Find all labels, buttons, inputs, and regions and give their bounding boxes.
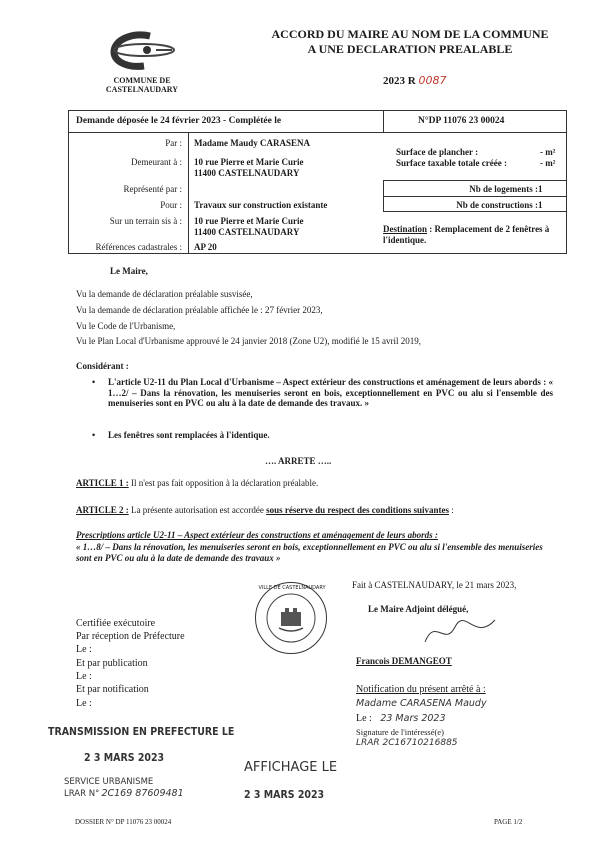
bullet-1-mark: •: [92, 377, 96, 387]
et-publication: Et par publication: [76, 658, 148, 669]
destination-value: : Remplacement de 2 fenêtres à l'identique.: [383, 224, 550, 245]
page-number: PAGE 1/2: [494, 818, 523, 826]
le-1: Le :: [76, 644, 92, 655]
seal-emblem-icon: [255, 582, 327, 654]
destination-label: Destination: [383, 224, 428, 234]
commune-logo: [92, 26, 192, 96]
maire-adjoint: Le Maire Adjoint délégué,: [368, 604, 469, 614]
article-1-label: ARTICLE 1 :: [76, 478, 129, 488]
surface-plancher-label: Surface de plancher :: [396, 147, 479, 157]
lrar-number: 2C169 87609481: [101, 788, 184, 799]
lrar-stamp: [64, 788, 184, 799]
surface-taxable-value: - m²: [540, 158, 556, 168]
ref-number: [383, 74, 446, 87]
value-pour: Travaux sur construction existante: [194, 200, 328, 210]
article-2-text: La présente autorisation est accordée: [128, 505, 267, 515]
affichage-stamp: AFFICHAGE LE: [244, 760, 338, 775]
destination: [383, 224, 563, 246]
label-terrain: Sur un terrain sis à :: [109, 216, 182, 226]
value-demeurant-1: 10 rue Pierre et Marie Curie: [194, 157, 304, 167]
value-terrain-1: 10 rue Pierre et Marie Curie: [194, 216, 304, 226]
et-notification: Et par notification: [76, 684, 149, 695]
doc-title-2: A UNE DECLARATION PREALABLE: [307, 42, 513, 56]
vu-1: Vu la demande de déclaration préalable susvisée,: [76, 289, 253, 299]
ref-prefix: 2023 R: [383, 75, 416, 87]
request-header-line: [68, 132, 567, 133]
signature-scribble: [420, 612, 500, 654]
notification-lrar: LRAR 2C16710216885: [356, 738, 458, 748]
official-seal: [255, 582, 327, 654]
value-demeurant-2: 11400 CASTELNAUDARY: [194, 168, 300, 178]
nb-constructions-value: 1: [538, 200, 543, 210]
notification-title: Notification du présent arrêté à :: [356, 684, 486, 695]
arrete-heading: …. ARRETE …..: [265, 456, 332, 466]
prescriptions-title: Prescriptions article U2-11 – Aspect extérieur des constructions et aménagement de leurs abords :: [76, 530, 438, 540]
ref-handwritten: 0087: [418, 74, 447, 87]
nb-logements-label: Nb de logements :: [469, 184, 538, 194]
bullet-2: Les fenêtres sont remplacées à l'identique.: [108, 430, 270, 440]
request-header-divider: [383, 110, 384, 132]
prescriptions-text: « 1…8/ – Dans la rénovation, les menuiseries seront en bois, exceptionnellement en PVC ou alu si l'ensemble des menuiseries sont en PVC ou alu à la date de demande des travaux »: [76, 542, 543, 563]
nb-box-divider: [383, 196, 567, 197]
transmission-stamp: TRANSMISSION EN PREFECTURE LE: [48, 726, 235, 738]
le-maire: Le Maire,: [110, 266, 148, 276]
par-reception: Par réception de Préfecture: [76, 631, 185, 642]
dossier-footer: DOSSIER N° DP 11076 23 00024: [75, 818, 172, 826]
label-par: Par :: [165, 138, 182, 148]
signatory-name: Francois DEMANGEOT: [356, 656, 452, 666]
label-demeurant: Demeurant à :: [131, 157, 182, 167]
le-2: Le :: [76, 671, 92, 682]
certifie: Certifiée exécutoire: [76, 618, 156, 629]
article-1: [76, 478, 318, 488]
label-references: Références cadastrales :: [95, 242, 182, 252]
doc-title-1: ACCORD DU MAIRE AU NOM DE LA COMMUNE: [271, 27, 549, 41]
notification-signature-label: Signature de l'intéressé(e): [356, 727, 444, 737]
notification-le: [356, 713, 446, 724]
surface-taxable-label: Surface taxable totale créée :: [396, 158, 507, 168]
notification-le-label: Le :: [356, 713, 372, 724]
dp-number: N°DP 11076 23 00024: [418, 116, 505, 126]
logo-text-1: COMMUNE DE: [113, 76, 171, 85]
value-references: AP 20: [194, 242, 217, 252]
notification-name: Madame CARASENA Maudy: [356, 698, 487, 709]
considerant: Considérant :: [76, 361, 129, 371]
label-pour: Pour :: [160, 200, 182, 210]
bullet-1: L'article U2-11 du Plan Local d'Urbanisme – Aspect extérieur des constructions et aménagement de leurs abords : « 1…2/ – Dans la rénovation, les menuiseries seront en bois, exceptionnellement en PVC ou alu si l'ensemble des menuiseries sont en PVC ou alu à la date de demande des travaux. »: [108, 377, 553, 408]
castelnaudary-logo-icon: [92, 26, 192, 74]
article-2: [76, 505, 454, 515]
value-terrain-2: 11400 CASTELNAUDARY: [194, 227, 300, 237]
article-2-label: ARTICLE 2 :: [76, 505, 129, 515]
bullet-2-mark: •: [92, 430, 96, 440]
article-2-conditions: sous réserve du respect des conditions suivantes: [266, 505, 449, 515]
lrar-label: LRAR N°: [64, 789, 100, 799]
article-1-text: Il n'est pas fait opposition à la déclaration préalable.: [128, 478, 319, 488]
vu-4: Vu le Plan Local d'Urbanisme approuvé le 24 janvier 2018 (Zone U2), modifié le 15 avril 2019,: [76, 336, 421, 346]
label-represente: Représenté par :: [123, 184, 182, 194]
notification-date: 23 Mars 2023: [380, 713, 446, 724]
fait-a: Fait à CASTELNAUDARY, le 21 mars 2023,: [352, 580, 517, 590]
logo-text-2: CASTELNAUDARY: [105, 85, 179, 94]
signature-icon: [420, 612, 500, 652]
vu-2: Vu la demande de déclaration préalable affichée le : 27 février 2023,: [76, 305, 323, 315]
article-2-end: :: [448, 505, 454, 515]
affichage-date-stamp: 2 3 MARS 2023: [244, 789, 325, 801]
vu-3: Vu le Code de l'Urbanisme,: [76, 321, 176, 331]
deposit-line: Demande déposée le 24 février 2023 - Complétée le: [76, 116, 282, 126]
surface-plancher-value: - m²: [540, 147, 556, 157]
nb-constructions-label: Nb de constructions :: [456, 200, 538, 210]
label-value-divider: [188, 133, 189, 254]
nb-logements-value: 1: [538, 184, 543, 194]
le-3: Le :: [76, 698, 92, 709]
value-par: Madame Maudy CARASENA: [194, 138, 311, 148]
transmission-date-stamp: 2 3 MARS 2023: [84, 752, 165, 764]
service-stamp: SERVICE URBANISME: [64, 777, 154, 787]
seal-text: VILLE DE CASTELNAUDARY: [258, 585, 326, 591]
